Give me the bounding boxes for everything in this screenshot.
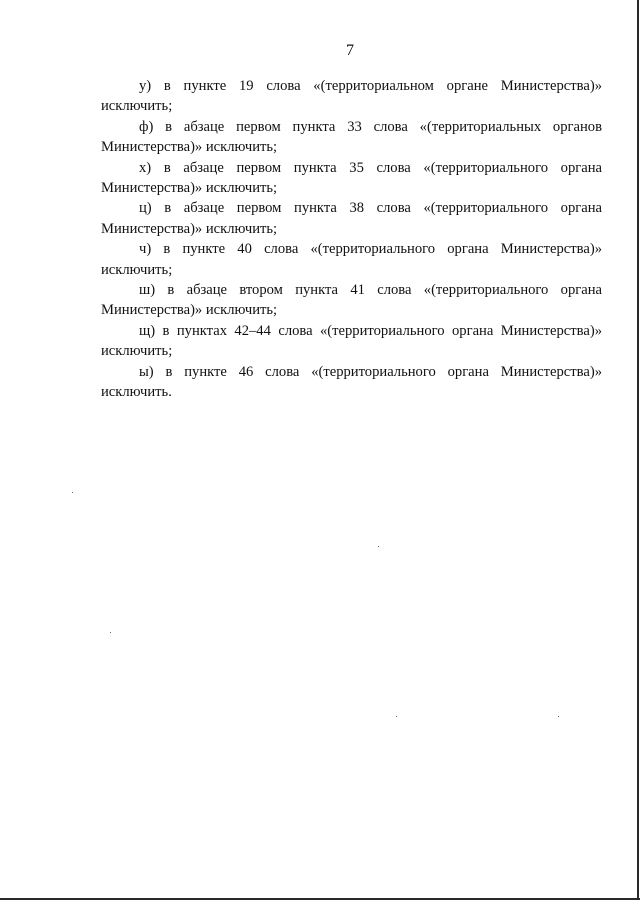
page-number: 7 xyxy=(346,42,354,59)
amendment-item-sh: ш) в абзаце втором пункта 41 слова «(территориального органа Министерства)» исключить; xyxy=(101,282,602,319)
amendment-item-u: у) в пункте 19 слова «(территориальном органе Министерства)» исключить; xyxy=(101,78,602,115)
amendments-list xyxy=(101,76,602,403)
amendment-item-ts: ц) в абзаце первом пункта 38 слова «(территориального органа Министерства)» исключить; xyxy=(101,200,602,237)
amendment-item-shch: щ) в пунктах 42–44 слова «(территориального органа Министерства)» исключить; xyxy=(101,322,602,360)
scan-speck xyxy=(110,632,111,633)
scan-speck xyxy=(396,716,397,717)
amendment-item-kh: х) в абзаце первом пункта 35 слова «(территориального органа Министерства)» исключить; xyxy=(101,159,602,197)
scan-speck xyxy=(72,492,73,493)
amendment-item-f: ф) в абзаце первом пункта 33 слова «(территориальных органов Министерства)» исключить; xyxy=(101,118,602,156)
amendment-item-y: ы) в пункте 46 слова «(территориального органа Министерства)» исключить. xyxy=(101,363,602,401)
scan-edge-right xyxy=(637,0,639,900)
scan-speck xyxy=(378,546,379,547)
scan-speck xyxy=(558,716,559,717)
amendment-item-ch: ч) в пункте 40 слова «(территориального органа Министерства)» исключить; xyxy=(101,241,602,278)
